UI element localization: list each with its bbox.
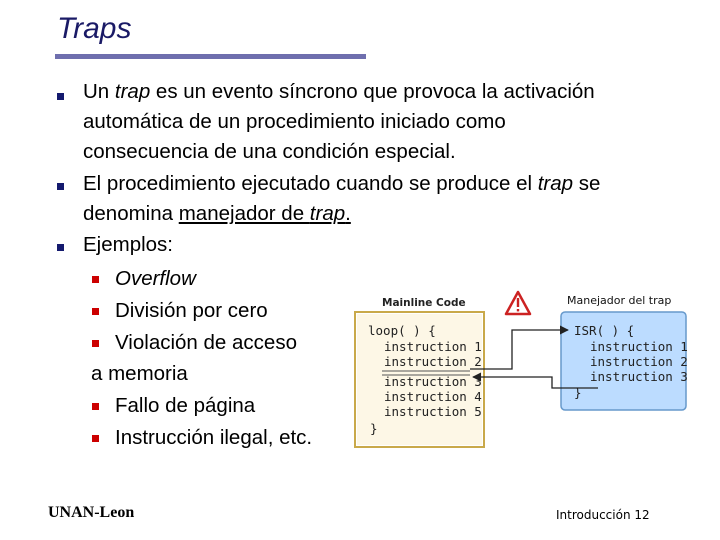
- handler-label: Manejador del trap: [567, 294, 672, 307]
- trap-handler-term: manejador de trap.: [178, 202, 351, 225]
- example-overflow: Overflow: [115, 267, 196, 290]
- trap-diagram: [352, 285, 697, 450]
- mainline-code-line: instruction 5: [384, 404, 482, 419]
- mainline-label: Mainline Code: [382, 297, 466, 309]
- bullet-2-line-1: El procedimiento ejecutado cuando se produce el trap se: [83, 172, 601, 195]
- bullet-1-line-2: automática de un procedimiento iniciado como: [83, 110, 506, 133]
- bullet-marker: [57, 183, 64, 190]
- sub-bullet-marker: [92, 435, 99, 442]
- bullet-3-text: Ejemplos:: [83, 233, 174, 256]
- example-access-violation-cont: a memoria: [91, 362, 188, 385]
- mainline-code-line: }: [370, 421, 378, 436]
- mainline-code-line: instruction 1: [384, 339, 482, 354]
- isr-code-line: instruction 1: [590, 339, 688, 354]
- sub-bullet-marker: [92, 308, 99, 315]
- example-access-violation: Violación de acceso: [115, 331, 297, 354]
- sub-bullet-marker: [92, 340, 99, 347]
- example-illegal-instruction: Instrucción ilegal, etc.: [115, 426, 313, 449]
- bullet-2-line-2: denomina manejador de trap.: [83, 202, 351, 225]
- example-division-by-zero: División por cero: [115, 299, 268, 322]
- bullet-1-line-3: consecuencia de una condición especial.: [83, 140, 456, 163]
- mainline-code-line: instruction 2: [384, 354, 482, 369]
- bullet-marker: [57, 244, 64, 251]
- isr-code-line: instruction 2: [590, 354, 688, 369]
- mainline-code-line: loop( ) {: [368, 323, 436, 338]
- sub-bullet-marker: [92, 276, 99, 283]
- isr-code-line: ISR( ) {: [574, 323, 635, 338]
- bullet-1-line-1: Un trap es un evento síncrono que provoca la activación: [83, 80, 595, 103]
- mainline-code-line: instruction 4: [384, 389, 482, 404]
- isr-code-line: }: [574, 385, 582, 400]
- slide-title: Traps: [57, 12, 132, 45]
- bullet-marker: [57, 93, 64, 100]
- title-underline: [55, 54, 366, 59]
- warning-triangle-icon: [506, 292, 530, 314]
- isr-code-line: instruction 3: [590, 369, 688, 384]
- mainline-code-line: instruction 3: [384, 374, 482, 389]
- footer-institution: UNAN-Leon: [48, 504, 135, 521]
- example-page-fault: Fallo de página: [115, 394, 256, 417]
- sub-bullet-marker: [92, 403, 99, 410]
- footer-page-number: Introducción 12: [556, 508, 650, 522]
